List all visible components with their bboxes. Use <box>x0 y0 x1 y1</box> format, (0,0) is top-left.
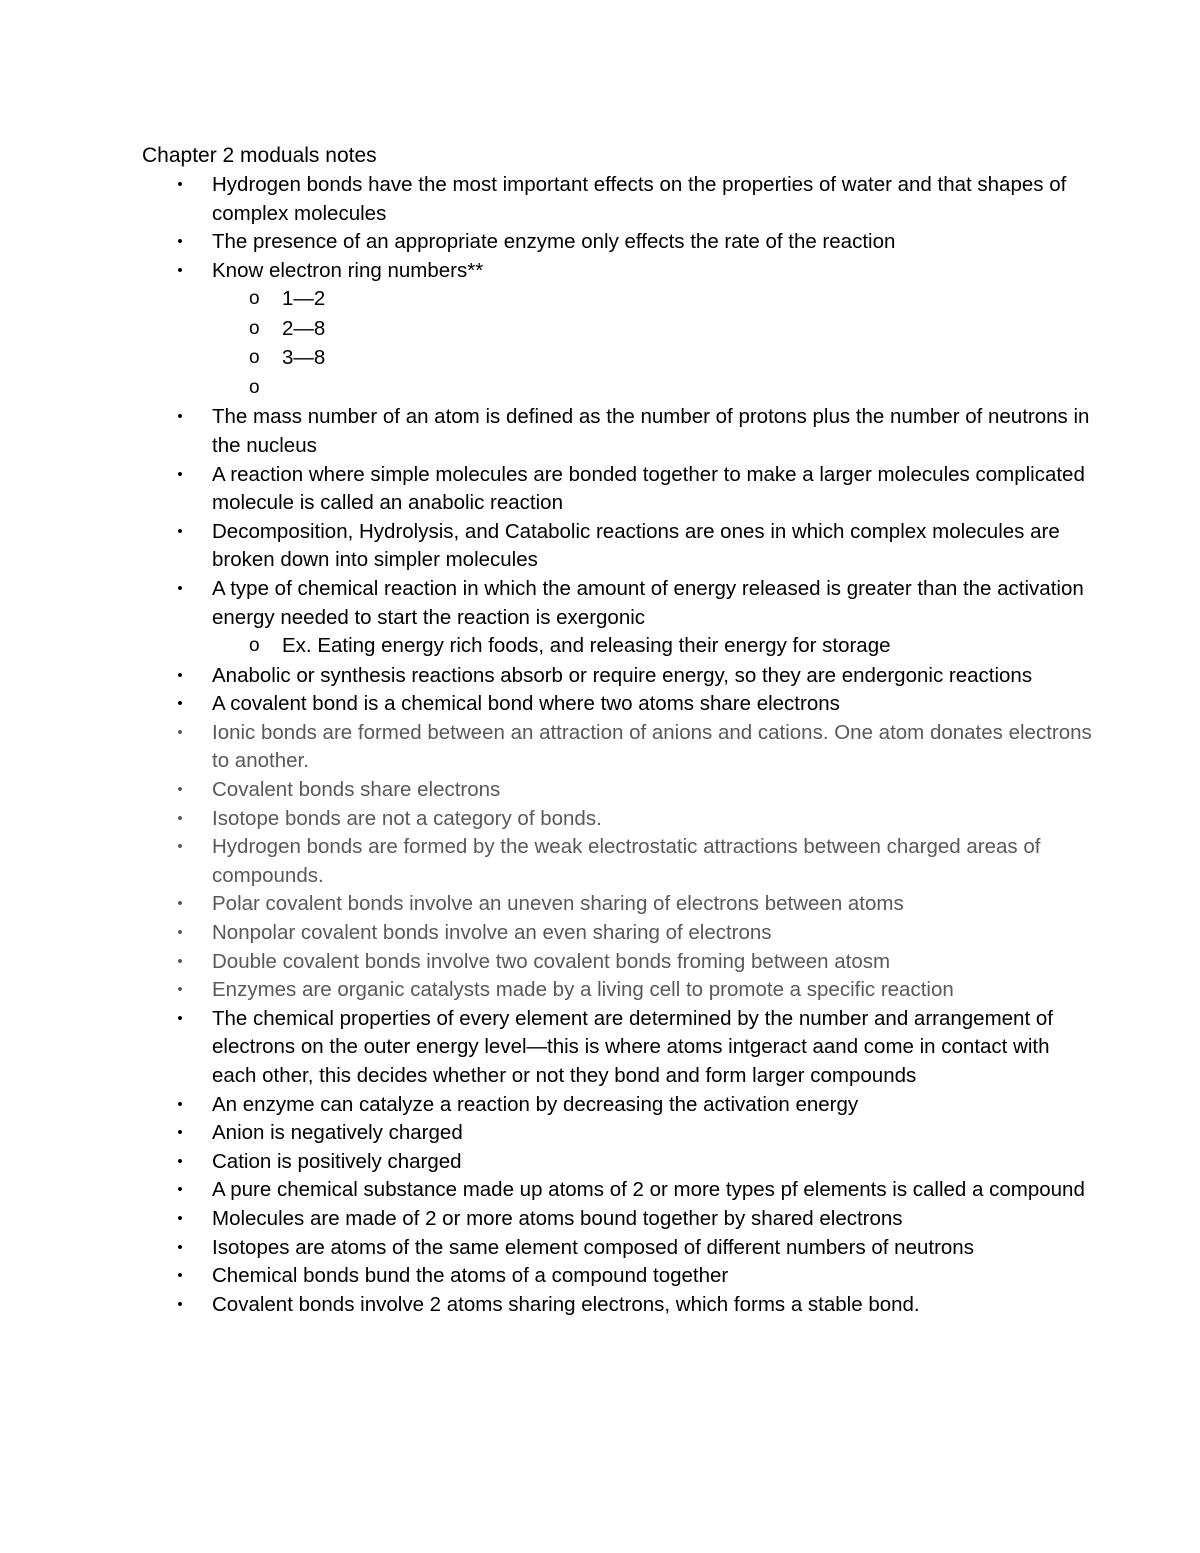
list-item-text: Anabolic or synthesis reactions absorb or require energy, so they are endergonic reactions <box>212 663 1033 687</box>
bullet-icon: • <box>177 723 183 741</box>
list-item-text: Know electron ring numbers** <box>212 258 484 282</box>
bullet-icon: • <box>177 233 183 251</box>
bullet-icon: • <box>177 666 183 684</box>
list-item <box>177 1291 1092 1320</box>
bullet-icon: • <box>177 781 183 798</box>
list-item-text: Cation is positively charged <box>212 1149 462 1173</box>
bullet-icon: • <box>177 923 183 941</box>
list-item <box>177 805 1092 834</box>
bullet-icon: • <box>177 1152 183 1170</box>
list-item-text: Polar covalent bonds involve an uneven sharing of electrons between atoms <box>212 892 904 916</box>
list-item <box>177 257 1092 404</box>
list-item <box>177 1262 1092 1291</box>
list-item <box>177 403 1092 460</box>
sub-bullet-icon: o <box>249 288 260 310</box>
bullet-icon: • <box>177 408 183 426</box>
bullet-icon: • <box>177 695 183 713</box>
list-item-text: A pure chemical substance made up atoms of 2 or more types pf elements is called a compound <box>212 1178 1085 1202</box>
list-item <box>177 776 1092 805</box>
list-item-text: Hydrogen bonds have the most important effects on the properties of water and that shapes of complex molecules <box>212 173 1067 225</box>
list-item <box>177 662 1092 691</box>
sub-list <box>212 285 1092 403</box>
list-item-text: A covalent bond is a chemical bond where two atoms share electrons <box>212 692 840 716</box>
list-item-text: The mass number of an atom is defined as the number of protons plus the number of neutrons in the nucleus <box>212 405 1090 457</box>
list-item <box>177 1005 1092 1091</box>
list-item <box>177 1148 1092 1177</box>
list-item-text: A type of chemical reaction in which the amount of energy released is greater than the activation energy needed to start the reaction is exergonic <box>212 576 1084 629</box>
list-item-text: An enzyme can catalyze a reaction by decreasing the activation energy <box>212 1092 859 1116</box>
sub-list-item-text: Ex. Eating energy rich foods, and releasing their energy for storage <box>282 634 891 658</box>
list-item-text: Isotopes are atoms of the same element composed of different numbers of neutrons <box>212 1235 974 1259</box>
list-item-text: Molecules are made of 2 or more atoms bound together by shared electrons <box>212 1206 903 1230</box>
list-item <box>177 575 1092 662</box>
bullet-icon: • <box>177 1124 183 1142</box>
bullet-icon: • <box>177 176 183 193</box>
bullet-icon: • <box>177 1267 183 1285</box>
bullet-icon: • <box>177 261 183 279</box>
list-item-text: Double covalent bonds involve two covalent bonds froming between atosm <box>212 949 891 973</box>
list-item <box>177 518 1092 575</box>
list-item <box>177 890 1092 919</box>
sub-list-item-text: 3—8 <box>282 346 326 370</box>
list-item-text: A reaction where simple molecules are bonded together to make a larger molecules complicated molecule is called an anabolic reaction <box>212 462 1085 515</box>
sub-bullet-icon: o <box>249 347 260 369</box>
sub-bullet-icon: o <box>249 635 260 657</box>
list-item-text: The chemical properties of every element are determined by the number and arrangement of electrons on the outer energy level—this is where atoms intgeract aand come in contact with each other, this decides whether or not they bond and form larger compounds <box>212 1006 1053 1087</box>
list-item-text: Hydrogen bonds are formed by the weak electrostatic attractions between charged areas of compounds. <box>212 835 1041 887</box>
bullet-icon: • <box>177 952 183 970</box>
bullet-icon: • <box>177 522 183 540</box>
bullet-icon: • <box>177 1209 183 1227</box>
list-item-text: Enzymes are organic catalysts made by a living cell to promote a specific reaction <box>212 978 954 1002</box>
sub-bullet-icon: o <box>249 376 260 398</box>
list-item <box>177 976 1092 1005</box>
list-item <box>177 1176 1092 1205</box>
list-item <box>177 1234 1092 1263</box>
sub-bullet-icon: o <box>249 317 260 339</box>
bullet-icon: • <box>177 1095 183 1113</box>
list-item-text: Ionic bonds are formed between an attraction of anions and cations. One atom donates electrons to another. <box>212 720 1092 773</box>
list-item-text: Decomposition, Hydrolysis, and Catabolic reactions are ones in which complex molecules are broken down into simpler molecules <box>212 519 1060 572</box>
bullet-icon: • <box>177 1295 183 1313</box>
sub-list-item <box>249 285 1092 315</box>
list-item-text: Nonpolar covalent bonds involve an even sharing of electrons <box>212 920 772 944</box>
bullet-icon: • <box>177 1181 183 1199</box>
sub-list-item-text: 2—8 <box>282 316 326 340</box>
list-item <box>177 1119 1092 1148</box>
sub-list-item <box>249 344 1092 374</box>
sub-list-item <box>249 374 1092 404</box>
list-item <box>177 1205 1092 1234</box>
list-item <box>177 833 1092 890</box>
bullet-icon: • <box>177 895 183 913</box>
sub-list-item-text: 1—2 <box>282 287 326 311</box>
list-item <box>177 948 1092 977</box>
bullet-icon: • <box>177 579 183 597</box>
list-item-text: Covalent bonds involve 2 atoms sharing electrons, which forms a stable bond. <box>212 1292 920 1316</box>
sub-list <box>212 632 1092 662</box>
bullet-icon: • <box>177 1238 183 1256</box>
bullet-icon: • <box>177 1009 183 1027</box>
bullet-icon: • <box>177 981 183 999</box>
bullet-icon: • <box>177 465 183 483</box>
list-item <box>177 719 1092 776</box>
sub-list-item <box>249 315 1092 345</box>
list-item-text: Anion is negatively charged <box>212 1121 463 1145</box>
list-item <box>177 919 1092 948</box>
list-item-text: Isotope bonds are not a category of bonds. <box>212 806 602 830</box>
list-item-text: Chemical bonds bund the atoms of a compound together <box>212 1264 729 1288</box>
list-item-text: Covalent bonds share electrons <box>212 778 501 801</box>
list-item <box>177 1091 1092 1120</box>
bullet-icon: • <box>177 809 183 827</box>
sub-list-item <box>249 632 1092 662</box>
bullet-icon: • <box>177 838 183 856</box>
list-item <box>177 461 1092 518</box>
page-title: Chapter 2 moduals notes <box>142 144 377 167</box>
list-item <box>177 690 1092 719</box>
notes-list <box>177 171 1092 1319</box>
list-item <box>177 228 1092 257</box>
list-item-text: The presence of an appropriate enzyme only effects the rate of the reaction <box>212 230 896 254</box>
list-item <box>177 171 1092 228</box>
